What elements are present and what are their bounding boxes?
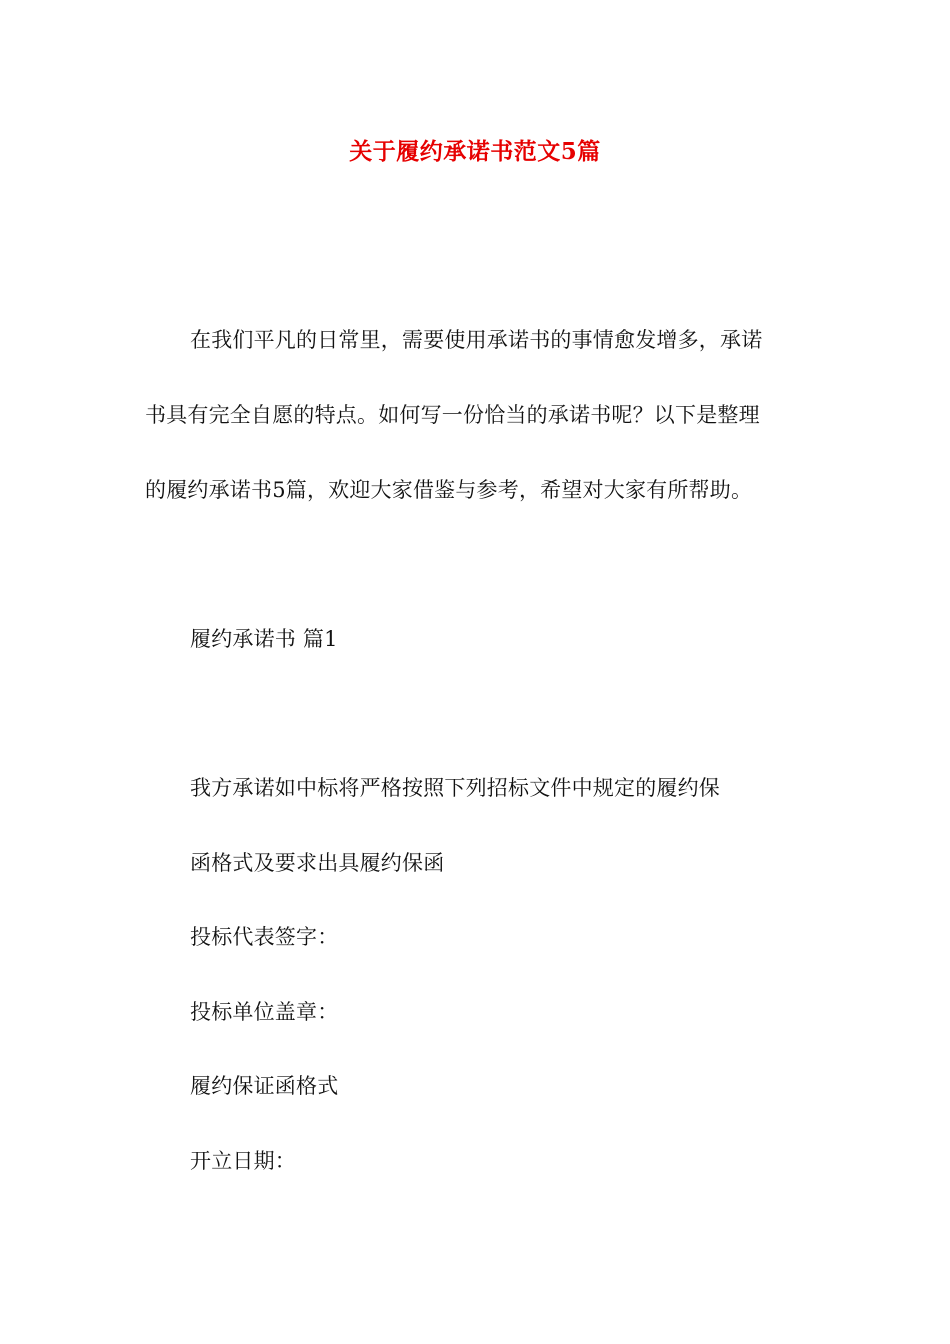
guarantee-format-line: 履约保证函格式: [190, 1074, 339, 1098]
section-heading: 履约承诺书 篇1: [190, 627, 338, 651]
intro-line-1: 在我们平凡的日常里，需要使用承诺书的事情愈发增多，承诺: [190, 328, 763, 352]
seal-line: 投标单位盖章：: [190, 1000, 339, 1024]
signature-line: 投标代表签字：: [190, 925, 339, 949]
document-title: 关于履约承诺书范文5篇: [349, 138, 601, 165]
intro-line-3: 的履约承诺书5篇，欢迎大家借鉴与参考，希望对大家有所帮助。: [145, 478, 753, 502]
date-line: 开立日期：: [190, 1149, 296, 1173]
body-line-2: 函格式及要求出具履约保函: [190, 851, 445, 875]
body-line-1: 我方承诺如中标将严格按照下列招标文件中规定的履约保: [190, 776, 720, 800]
intro-line-2: 书具有完全自愿的特点。如何写一份恰当的承诺书呢？以下是整理: [145, 403, 760, 427]
